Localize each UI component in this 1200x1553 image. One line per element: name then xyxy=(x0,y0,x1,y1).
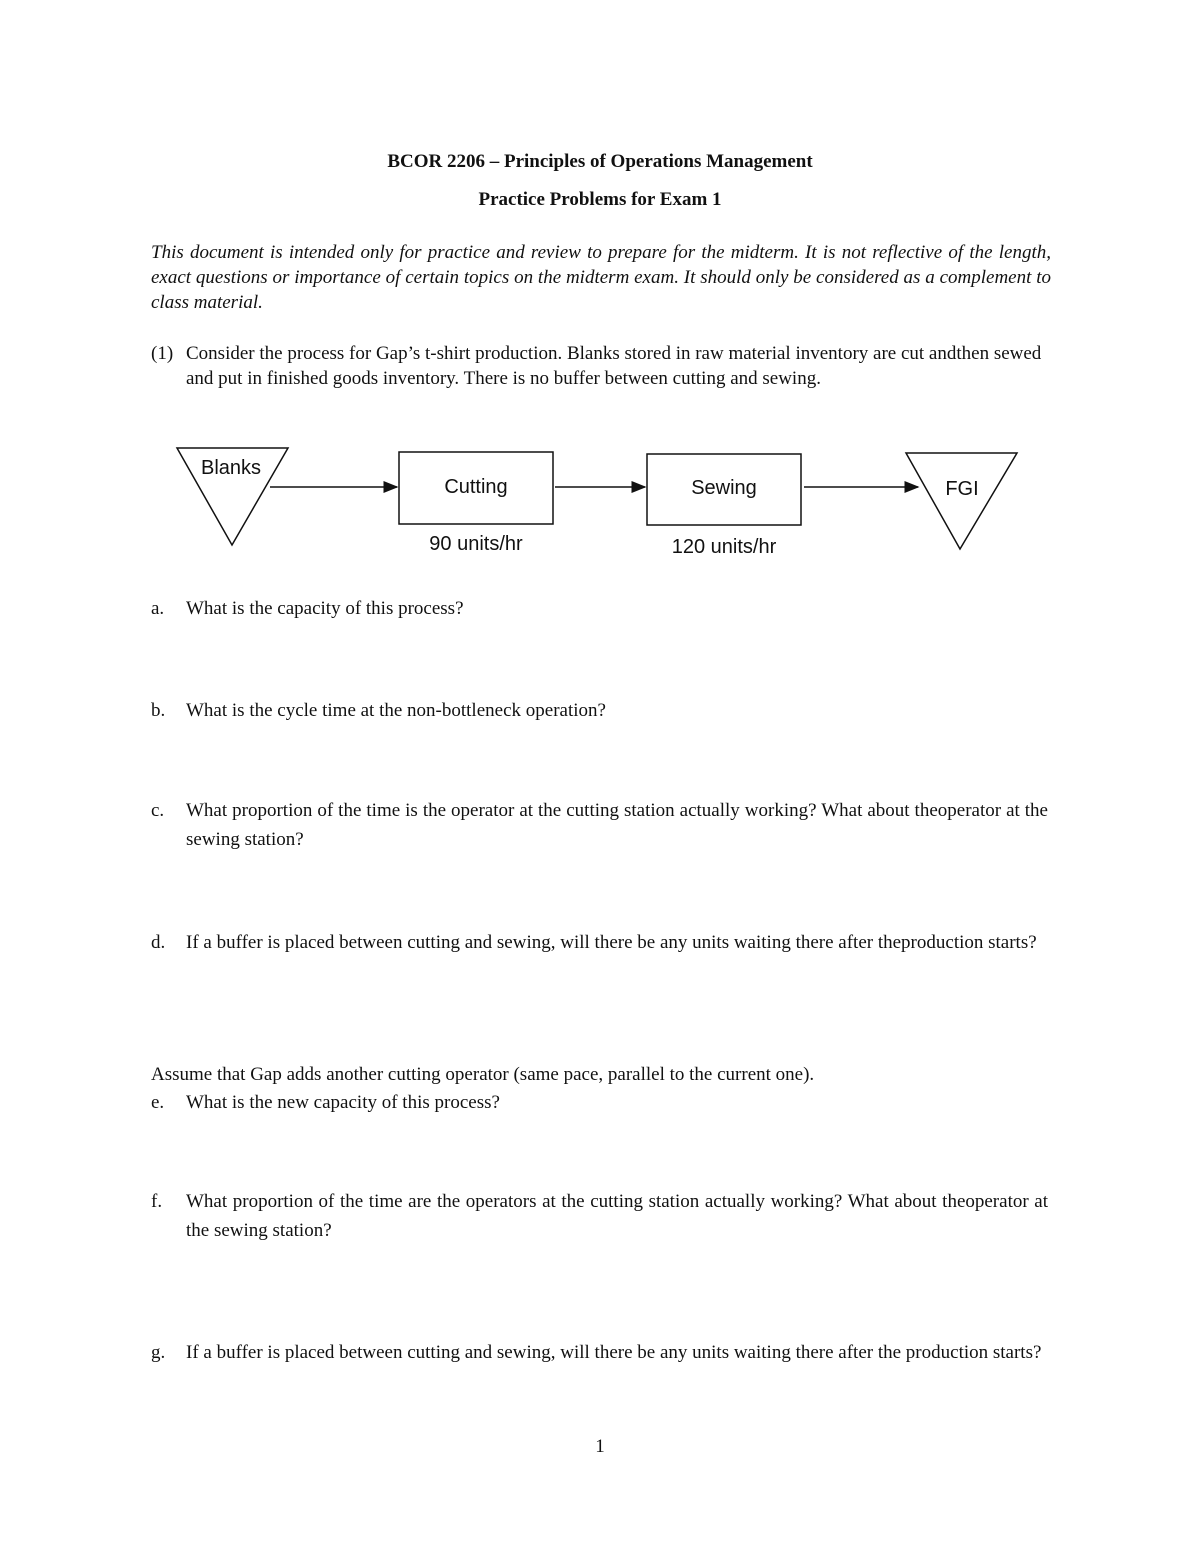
page-number: 1 xyxy=(595,1436,605,1457)
fgi-label: FGI xyxy=(945,478,979,500)
question-a-text: What is the capacity of this process? xyxy=(186,598,464,619)
fgi-inventory-triangle xyxy=(906,453,1017,549)
sewing-label: Sewing xyxy=(691,477,757,499)
question-d-text: If a buffer is placed between cutting and sewing, will there be any units waiting there after theproduction starts? xyxy=(186,932,1037,953)
question-e-text: What is the new capacity of this process? xyxy=(186,1092,500,1113)
assumption-text: Assume that Gap adds another cutting operator (same pace, parallel to the current one). xyxy=(151,1064,815,1085)
problem-number: (1) xyxy=(151,343,174,364)
sewing-rate: 120 units/hr xyxy=(671,536,777,558)
problem-text: Consider the process for Gap’s t-shirt production. Blanks stored in raw material inventory are cut andthen sewed and put in finished goods inventory. There is no buffer between cutting and sewing. xyxy=(186,343,1042,389)
cutting-label: Cutting xyxy=(444,476,508,498)
question-f-letter: f. xyxy=(151,1191,163,1212)
intro-paragraph: This document is intended only for practice and review to prepare for the midterm. It is not reflective of the length, exact questions or importance of certain topics on the midterm exam. It should only be considered as a complement to class material. xyxy=(151,242,1051,313)
question-f-text: What proportion of the time are the operators at the cutting station actually working? What about theoperator at the sewing station? xyxy=(186,1191,1048,1241)
question-c-text: What proportion of the time is the operator at the cutting station actually working? What about theoperator at the sewing station? xyxy=(186,800,1048,850)
course-title: BCOR 2206 – Principles of Operations Management xyxy=(387,151,813,172)
page-subtitle: Practice Problems for Exam 1 xyxy=(478,189,722,210)
question-b-letter: b. xyxy=(151,700,166,721)
process-flow-diagram xyxy=(0,430,1200,570)
question-g-text: If a buffer is placed between cutting and sewing, will there be any units waiting there after the production starts? xyxy=(186,1342,1042,1363)
cutting-rate: 90 units/hr xyxy=(429,533,523,555)
question-d-letter: d. xyxy=(151,932,166,953)
blanks-label: Blanks xyxy=(201,457,262,479)
question-e-letter: e. xyxy=(151,1092,165,1113)
question-c-letter: c. xyxy=(151,800,165,821)
question-a-letter: a. xyxy=(151,598,165,619)
question-g-letter: g. xyxy=(151,1342,166,1363)
question-b-text: What is the cycle time at the non-bottleneck operation? xyxy=(186,700,606,721)
